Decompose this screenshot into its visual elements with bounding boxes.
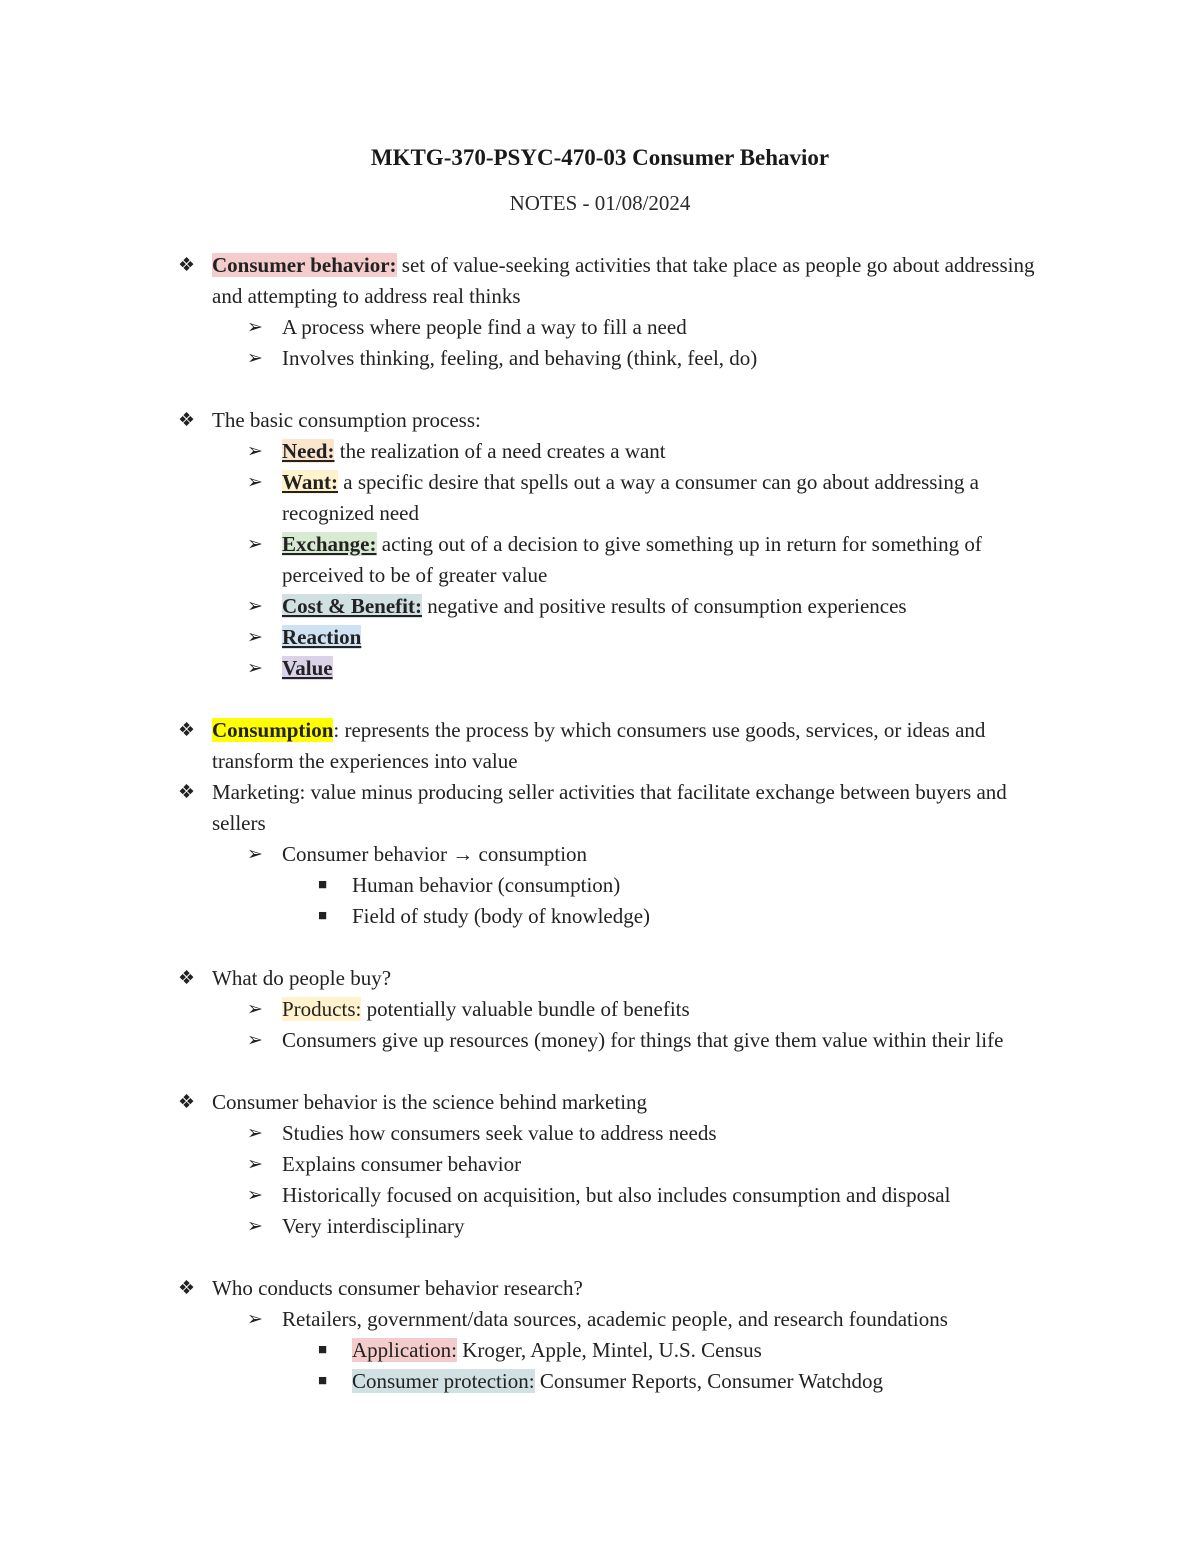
note-subitem (247, 653, 1062, 684)
term-need: Need: (282, 439, 335, 463)
note-text: Who conducts consumer behavior research? (212, 1276, 583, 1300)
note-text: Involves thinking, feeling, and behaving (think, feel, do) (282, 346, 758, 370)
note-item (178, 963, 1062, 994)
note-text: acting out of a decision to give something up in return for something of perceived to be of greater value (282, 532, 982, 587)
diamond-bullet-icon: ❖ (178, 1092, 196, 1113)
diamond-bullet-icon: ❖ (178, 782, 196, 803)
diamond-bullet-icon: ❖ (178, 255, 196, 276)
square-bullet-icon: ■ (318, 908, 328, 924)
arrow-bullet-icon: ➢ (247, 1030, 263, 1051)
note-text: Explains consumer behavior (282, 1152, 522, 1176)
note-subitem (247, 436, 1062, 467)
note-text: Very interdisciplinary (282, 1214, 465, 1238)
arrow-bullet-icon: ➢ (247, 1216, 263, 1237)
note-text: potentially valuable bundle of benefits (361, 997, 690, 1021)
term-exchange: Exchange: (282, 532, 377, 556)
diamond-bullet-icon: ❖ (178, 720, 196, 741)
note-text: Kroger, Apple, Mintel, U.S. Census (456, 1338, 762, 1362)
note-subitem (247, 1025, 1062, 1056)
note-item (178, 1273, 1062, 1304)
arrow-bullet-icon: ➢ (247, 658, 263, 679)
note-text: A process where people find a way to fill a need (282, 315, 687, 339)
term-application: Application: (352, 1338, 457, 1362)
diamond-bullet-icon: ❖ (178, 410, 196, 431)
note-subitem (247, 343, 1062, 374)
note-text: Consumer behavior is the science behind marketing (212, 1090, 648, 1114)
note-item (178, 715, 1062, 777)
note-text: Retailers, government/data sources, academic people, and research foundations (282, 1307, 948, 1331)
arrow-bullet-icon: ➢ (247, 348, 263, 369)
note-subitem (247, 1304, 1062, 1335)
note-text: Marketing: value minus producing seller activities that facilitate exchange between buyers and sellers (212, 780, 1007, 835)
note-subsubitem (318, 1366, 1062, 1397)
note-subitem (247, 529, 1062, 591)
note-subsubitem (318, 901, 1062, 932)
arrow-bullet-icon: ➢ (247, 534, 263, 555)
page-subtitle: NOTES - 01/08/2024 (509, 191, 691, 215)
note-text: Studies how consumers seek value to address needs (282, 1121, 717, 1145)
note-subitem (247, 1118, 1062, 1149)
diamond-bullet-icon: ❖ (178, 968, 196, 989)
arrow-bullet-icon: ➢ (247, 1309, 263, 1330)
arrow-bullet-icon: ➢ (247, 317, 263, 338)
arrow-bullet-icon: ➢ (247, 1185, 263, 1206)
note-text: Consumer behavior → consumption (282, 842, 588, 866)
note-subitem (247, 467, 1062, 529)
arrow-bullet-icon: ➢ (247, 596, 263, 617)
square-bullet-icon: ■ (318, 1373, 328, 1389)
note-text: Historically focused on acquisition, but also includes consumption and disposal (282, 1183, 951, 1207)
note-text: : represents the process by which consumers use goods, services, or ideas and transform the experiences into value (212, 718, 986, 773)
note-text: Field of study (body of knowledge) (352, 904, 651, 928)
arrow-bullet-icon: ➢ (247, 999, 263, 1020)
note-text: The basic consumption process: (212, 408, 481, 432)
note-subitem (247, 622, 1062, 653)
note-subitem (247, 312, 1062, 343)
arrow-bullet-icon: ➢ (247, 844, 263, 865)
arrow-bullet-icon: ➢ (247, 1123, 263, 1144)
term-reaction: Reaction (282, 625, 362, 649)
note-text: the realization of a need creates a want (334, 439, 666, 463)
note-text: a specific desire that spells out a way a consumer can go about addressing a recognized need (282, 470, 979, 525)
note-item (178, 250, 1062, 312)
term-consumer-protection: Consumer protection: (352, 1369, 535, 1393)
term-products: Products: (282, 997, 362, 1021)
term-consumption: Consumption (212, 718, 334, 742)
square-bullet-icon: ■ (318, 877, 328, 893)
note-item (178, 777, 1062, 839)
notes-content (0, 250, 1200, 1397)
note-subsubitem (318, 870, 1062, 901)
note-subsubitem (318, 1335, 1062, 1366)
note-text: What do people buy? (212, 966, 392, 990)
note-subitem (247, 591, 1062, 622)
note-subitem (247, 1211, 1062, 1242)
note-text: Human behavior (consumption) (352, 873, 621, 897)
page-title: MKTG-370-PSYC-470-03 Consumer Behavior (370, 145, 830, 170)
note-item (178, 1087, 1062, 1118)
arrow-bullet-icon: ➢ (247, 472, 263, 493)
term-want: Want: (282, 470, 339, 494)
note-subitem (247, 1180, 1062, 1211)
term-cost-benefit: Cost & Benefit: (282, 594, 422, 618)
square-bullet-icon: ■ (318, 1342, 328, 1358)
note-text: Consumers give up resources (money) for things that give them value within their life (282, 1028, 1004, 1052)
term-consumer-behavior: Consumer behavior: (212, 253, 397, 277)
arrow-bullet-icon: ➢ (247, 441, 263, 462)
note-text: negative and positive results of consumption experiences (421, 594, 907, 618)
note-subitem (247, 1149, 1062, 1180)
note-subitem (247, 839, 1062, 870)
term-value: Value (282, 656, 333, 680)
arrow-bullet-icon: ➢ (247, 1154, 263, 1175)
diamond-bullet-icon: ❖ (178, 1278, 196, 1299)
arrow-bullet-icon: ➢ (247, 627, 263, 648)
note-item (178, 405, 1062, 436)
note-text: Consumer Reports, Consumer Watchdog (534, 1369, 884, 1393)
note-text: set of value-seeking activities that take place as people go about addressing and attempting to address real thinks (212, 253, 1035, 308)
note-subitem (247, 994, 1062, 1025)
